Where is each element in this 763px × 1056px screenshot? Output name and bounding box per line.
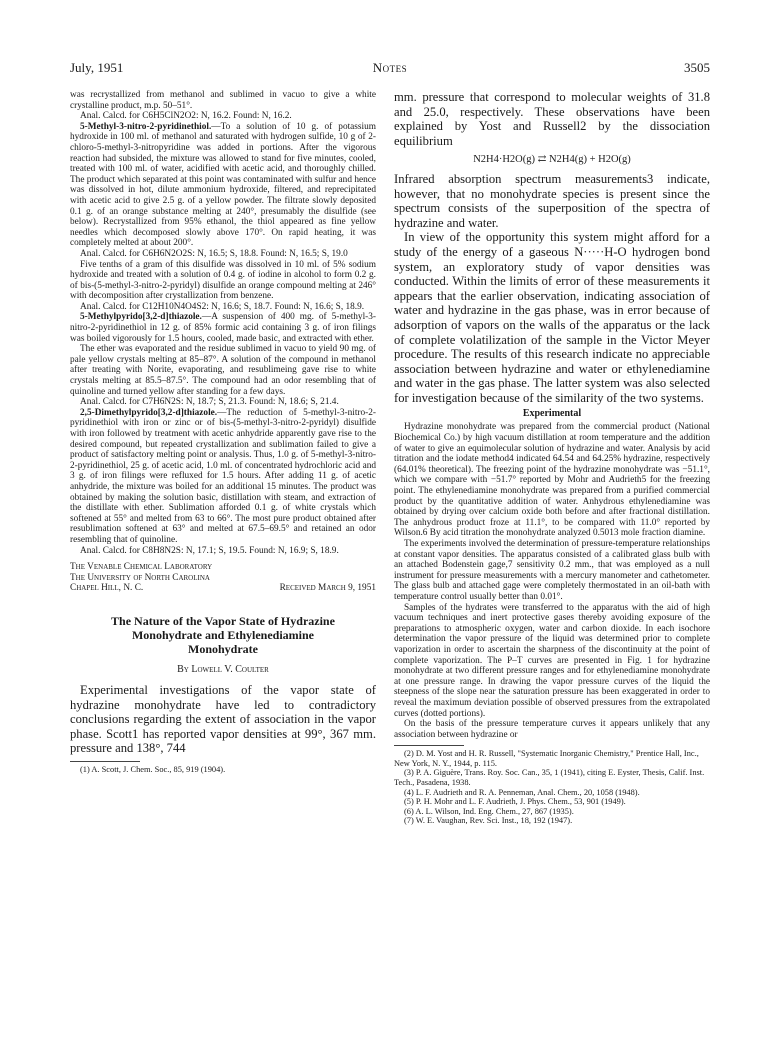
author: By Lowell V. Coulter: [177, 663, 269, 675]
analysis: Anal. Calcd. for C6H6N2O2S: N, 16.5; S, 18.8. Found: N, 16.5; S, 19.0: [80, 248, 348, 259]
footnote-rule: [70, 761, 140, 762]
paragraph: Five tenths of a gram of this disulfide was dissolved in 10 ml. of 5% sodium hydroxide and treated with a solution of 0.4 g. of iodine in alcohol to form 0.2 g. of bis-(5-methyl-3-nitro-2-pyridyl) disulfide an orange compound melting at 246° with decomposition after crystallization from benzene.: [70, 259, 376, 302]
footnote: (4) L. F. Audrieth and R. A. Penneman, Anal. Chem., 20, 1058 (1948).: [404, 787, 640, 797]
left-small-text: [70, 90, 376, 556]
footnote: (1) A. Scott, J. Chem. Soc., 85, 919 (1904).: [80, 764, 226, 774]
right-column: [394, 90, 710, 826]
affiliation-line: Chapel Hill, N. C. Received March 9, 1951: [70, 583, 376, 594]
paragraph: was recrystallized from methanol and sublimed in vacuo to give a white crystalline product, m.p. 50–51°.: [70, 90, 376, 111]
equilibrium-equation: N2H4·H2O(g) ⇄ N2H4(g) + H2O(g): [473, 154, 631, 166]
compound-heading: 5-Methyl-3-nitro-2-pyridinethiol.: [80, 121, 212, 132]
intro-text: [70, 683, 376, 756]
header-page-number: 3505: [684, 60, 710, 75]
affiliation-line: The University of North Carolina: [70, 572, 210, 583]
paragraph: The ether was evaporated and the residue sublimed in vacuo to yield 90 mg. of pale yellow crystals melting at 85–87°. A solution of the compound in methanol after treating with Norite, evaporating, and resublimeing gave rise to white crystals melting at 85.5–87.5°. The compound had an odor resembling that of quinoline and turned yellow after standing for a few days.: [70, 344, 376, 397]
paragraph: mm. pressure that correspond to molecular weights of 31.8 and 25.0, respectively. These observations have been explained by Yost and Russell2 by the dissociation equilibrium: [394, 90, 710, 148]
received-date: Received March 9, 1951: [279, 583, 376, 594]
header-section: Notes: [372, 60, 408, 75]
compound-heading: 5-Methylpyrido[3,2-d]thiazole.: [80, 312, 202, 323]
footnote: (2) D. M. Yost and H. R. Russell, "Systematic Inorganic Chemistry," Prentice Hall, Inc., New York, N. Y., 1944, p. 115.: [394, 749, 699, 768]
paragraph: 2,5-Dimethylpyrido[3,2-d]thiazole.—The reduction of 5-methyl-3-nitro-2-pyridinethiol with iron or zinc or of bis-(5-methyl-3-nitro-2-pyridyl) disulfide with iron followed by treatment with acetic anhydride apparently gave rise to the desired compound, but repeated crystallization and sublimation failed to give a product of satisfactory melting point or analysis. Thus, 1.0 g. of 5-methyl-3-nitro-2-pyridinethiol, 25 g. of acetic acid, 1.0 ml. of concentrated hydrochloric acid and 3 g. of iron filings were refluxed for 1.5 hours. After adding 11 g. of acetic anhydride, the mixture was boiled for an additional 15 minutes. The product was obtained by making the solution basic, distillation with steam, and extraction of the distillate with ether. Sublimation afforded 0.1 g. of white crystals which softened at 55° and melted from 63 to 66°. The most pure product obtained after resublimation softened at 63° and melted at 67.5–69.5° and retained an odor resembling that of quinoline.: [70, 407, 376, 545]
analysis: Anal. Calcd. for C6H5ClN2O2: N, 16.2. Found: N, 16.2.: [80, 111, 292, 122]
analysis: Anal. Calcd. for C8H8N2S: N, 17.1; S, 19.5. Found: N, 16.9; S, 18.9.: [80, 545, 339, 556]
footnotes: [394, 749, 710, 826]
footnote: (3) P. A. Giguère, Trans. Roy. Soc. Can., 35, 1 (1941), citing E. Eyster, Thesis, Calif. Inst. Tech., Pasadena, 1938.: [394, 768, 705, 788]
paragraph: The experiments involved the determination of pressure-temperature relationships at constant vapor densities. The apparatus consisted of a calibrated glass bulb with an attached Bodenstein gage,7 sensitivity 0.2 mm., that was employed as a null instrument for pressure measurements with a mercury manometer and cathetometer. The glass bulb and attached gage were completely thermostated in an oil-bath with temperature control usually better than 0.01°.: [394, 539, 710, 602]
paragraph: Hydrazine monohydrate was prepared from the commercial product (National Biochemical Co.) by high vacuum distillation at room temperature and the addition of water to give an equimolecular solution of hydrazine and water. Analysis by acid titration and the iodate method4 indicated 64.54 and 64.25% hydrazine, respectively (64.01% theoretical). The freezing point of the hydrazine monohydrate was −51.1°, which we compare with −51.7° reported by Mohr and Audrieth5 for the freezing point. The ethylenediamine monohydrate was prepared from a purified commercial product by the quantitative addition of water. Anhydrous ethylenediamine was obtained by drying over calcium oxide both before and after fractional distillation. The anhydrous product froze at 11.1°, to be compared with 11.0° reported by Wilson.6 By acid titration the monohydrate analyzed 0.5013 mole fraction diamine.: [394, 422, 710, 539]
left-column: [70, 90, 376, 774]
footnotes: [70, 765, 376, 775]
paragraph: Experimental investigations of the vapor state of hydrazine monohydrate have led to contradictory conclusions regarding the extent of association in the vapor phase. Scott1 has reported vapor densities at 99°, 367 mm. pressure and 138°, 744: [70, 682, 376, 756]
paragraph: In view of the opportunity this system might afford for a study of the energy of a gaseous N·····H-O hydrogen bond system, an exploratory study of vapor densities was conducted. Within the limits of error of these measurements it appears that the earlier observation, indicating association of water and hydrazine in the gas phase, was in error because of adsorption of vapors on the walls of the apparatus or the lack of complete volatilization of the sample in the Victor Meyer procedure. The results of this research indicate no appreciable association between hydrazine and water or ethylenediamine and water in the gas phase. The latter system was also selected for investigation because of the similarity of the two systems.: [394, 230, 710, 405]
footnote-rule: [394, 745, 464, 746]
paragraph: 5-Methylpyrido[3,2-d]thiazole.—A suspension of 400 mg. of 5-methyl-3-nitro-2-pyridinethiol in 12 g. of 85% formic acid containing 3 g. of iron filings was boiled vigorously for 1.5 hours, cooled, made basic, and extracted with ether.: [70, 312, 376, 344]
footnote: (6) A. L. Wilson, Ind. Eng. Chem., 27, 867 (1935).: [404, 806, 574, 816]
affiliation: [70, 562, 376, 594]
compound-heading: 2,5-Dimethylpyrido[3,2-d]thiazole.: [80, 407, 218, 418]
page-header: [70, 60, 710, 76]
analysis: Anal. Calcd. for C7H6N2S: N, 18.7; S, 21.3. Found: N, 18.6; S, 21.4.: [80, 397, 339, 408]
analysis: Anal. Calcd. for C12H10N4O4S2: N, 16.6; S, 18.7. Found: N, 16.6; S, 18.9.: [80, 301, 365, 312]
footnote: (5) P. H. Mohr and L. F. Audrieth, J. Phys. Chem., 53, 901 (1949).: [404, 797, 626, 807]
section-heading: Experimental: [522, 408, 582, 420]
right-large-text: [394, 90, 710, 405]
paragraph: 5-Methyl-3-nitro-2-pyridinethiol.—To a solution of 10 g. of potassium hydroxide in 100 ml. of methanol and saturated with hydrogen sulfide, 10 g of 2-chloro-5-methyl-3-nitropyridine was added in portions. After the vigorous reaction had subsided, the mixture was allowed to stand for five minutes, cooled, treated with 100 ml. of water, acidified with acetic acid, and thoroughly chilled. The product which separated at this point was contaminated with sulfur and hence was dissolved in hot, dilute ammonium hydroxide, filtered, and reprecipitated with acetic acid to give 2.5 g. of a yellow powder. The filtrate slowly deposited 0.1 g. of an orange substance melting at 240°, presumably the disulfide (see below). Recrystallized from 95% ethanol, the thiol appeared as fine yellow needles which decomposed slowly above 170°. On rapid heating, it was completely melted at about 200°.: [70, 121, 376, 249]
paragraph: Infrared absorption spectrum measurements3 indicate, however, that no monohydrate species is present since the spectrum consists of the superposition of the spectra of hydrazine and water.: [394, 171, 710, 230]
experimental-text: [394, 422, 710, 740]
paragraph: Samples of the hydrates were transferred to the apparatus with the aid of high vacuum techniques and inert protective gases thereby avoiding exposure of the preparations to atmospheric oxygen, water and carbon dioxide. In each isochore determination the vapor pressure of the liquid was determined prior to complete vaporization in order to ascertain the sharpness of the discontinuity at the point of complete vaporization. The P–T curves are presented in Fig. 1 for hydrazine monohydrate at two different pressure ranges and for ethylenediamine monohydrate at one pressure range. In drawing the vapor pressure curves of the liquid the steepness of the slope near the saturation pressure has been exaggerated in order to reveal the maximum deviation possible of observed pressures from the extrapolated curves (dotted portions).: [394, 602, 710, 719]
paragraph: On the basis of the pressure temperature curves it appears unlikely that any association between hydrazine or: [394, 719, 710, 740]
header-date: July, 1951: [70, 60, 124, 75]
article-title: The Nature of the Vapor State of Hydrazine Monohydrate and Ethylenediamine Monohydrate: [111, 613, 335, 656]
affiliation-line: The Venable Chemical Laboratory: [70, 562, 213, 573]
footnote: (7) W. E. Vaughan, Rev. Sci. Inst., 18, 192 (1947).: [404, 816, 573, 826]
